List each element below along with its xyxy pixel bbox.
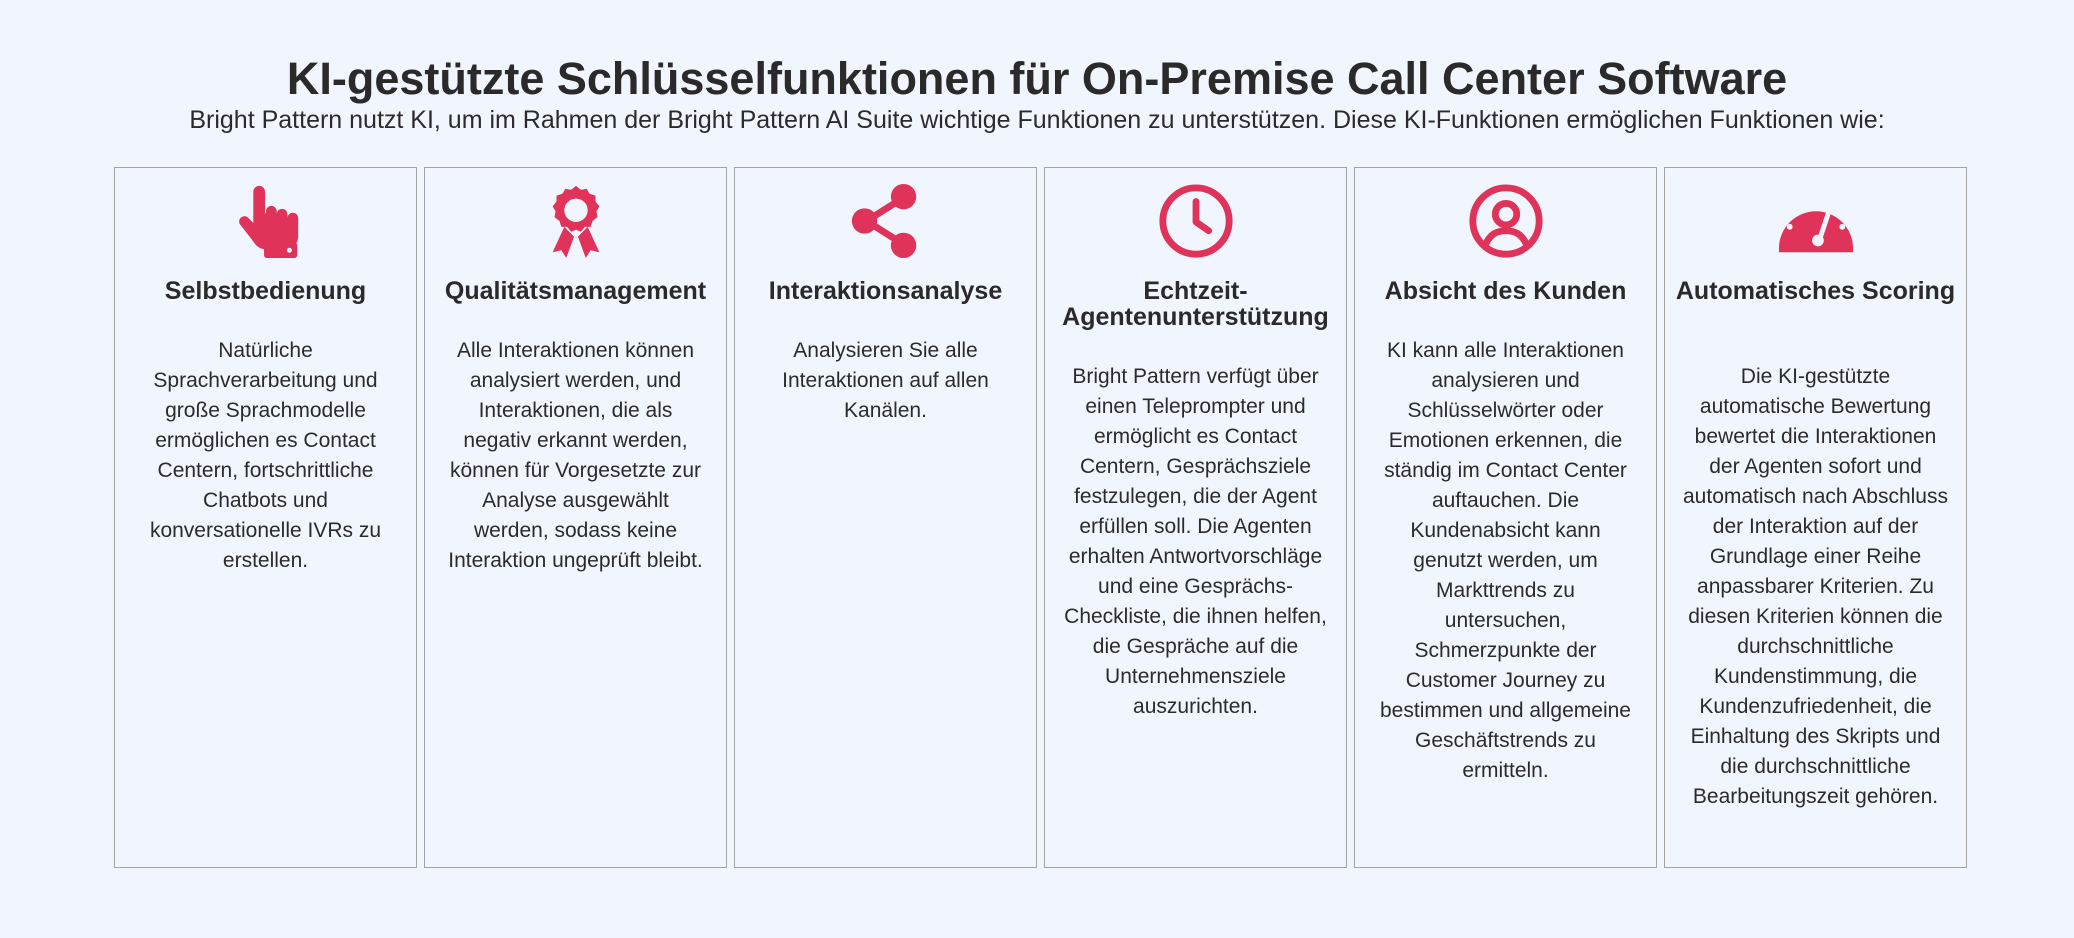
- feature-card-automatisches-scoring: [1664, 167, 1967, 868]
- page-subtitle: Bright Pattern nutzt KI, um im Rahmen der Bright Pattern AI Suite wichtige Funktionen zu unterstützen. Diese KI-Funktionen ermöglichen Funktionen wie:: [189, 106, 1885, 134]
- card-title: Qualitätsmanagement: [444, 277, 707, 305]
- feature-card-interaktionsanalyse: [734, 167, 1037, 868]
- feature-card-echtzeit-agentenunterstuetzung: [1044, 167, 1347, 868]
- card-description: Natürliche Sprachverarbeitung und große Sprachmodelle ermöglichen es Contact Centern, fortschrittliche Chatbots und konversationelle IVRs zu erstellen.: [149, 339, 382, 572]
- card-title: Echtzeit-Agentenunterstützung: [1062, 277, 1329, 331]
- card-description: Die KI-gestützte automatische Bewertung bewertet die Interaktionen der Agenten sofort und automatisch nach Abschluss der Interaktion auf der Grundlage einer Reihe anpassbarer Kriterien. Zu diesen Kriterien können die durchschnittliche Kundenstimmung, die Kundenzufriedenheit, die Einhaltung des Skripts und die durchschnittliche Bearbeitungszeit gehören.: [1683, 365, 1948, 808]
- feature-card-qualitaetsmanagement: [424, 167, 727, 868]
- card-title: Interaktionsanalyse: [768, 277, 1003, 305]
- share-nodes-icon: [735, 182, 1036, 260]
- feature-card-absicht-des-kunden: [1354, 167, 1657, 868]
- clock-icon: [1045, 182, 1346, 260]
- card-description: Alle Interaktionen können analysiert werden, und Interaktionen, die als negativ erkannt werden, können für Vorgesetzte zur Analyse ausgewählt werden, sodass keine Interaktion ungeprüft bleibt.: [448, 339, 703, 572]
- card-title: Absicht des Kunden: [1384, 277, 1627, 305]
- award-ribbon-icon: [425, 182, 726, 260]
- card-title: Selbstbedienung: [164, 277, 367, 305]
- card-description: Analysieren Sie alle Interaktionen auf allen Kanälen.: [782, 339, 989, 422]
- user-circle-icon: [1355, 182, 1656, 260]
- card-title: Automatisches Scoring: [1675, 277, 1956, 305]
- page-title: KI-gestützte Schlüsselfunktionen für On-Premise Call Center Software: [286, 53, 1788, 104]
- feature-card-selbstbedienung: [114, 167, 417, 868]
- card-description: Bright Pattern verfügt über einen Teleprompter und ermöglicht es Contact Centern, Gesprächsziele festzulegen, die der Agent erfüllen soll. Die Agenten erhalten Antwortvorschläge und eine Gesprächs-Checkliste, die ihnen helfen, die Gespräche auf die Unternehmensziele auszurichten.: [1064, 365, 1327, 718]
- feature-cards: [114, 167, 1966, 868]
- gauge-icon: [1665, 182, 1966, 260]
- card-description: KI kann alle Interaktionen analysieren und Schlüsselwörter oder Emotionen erkennen, die ständig im Contact Center auftauchen. Die Kundenabsicht kann genutzt werden, um Markttrends zu untersuchen, Schmerzpunkte der Customer Journey zu bestimmen und allgemeine Geschäftstrends zu ermitteln.: [1380, 339, 1631, 782]
- hand-pointer-icon: [115, 182, 416, 260]
